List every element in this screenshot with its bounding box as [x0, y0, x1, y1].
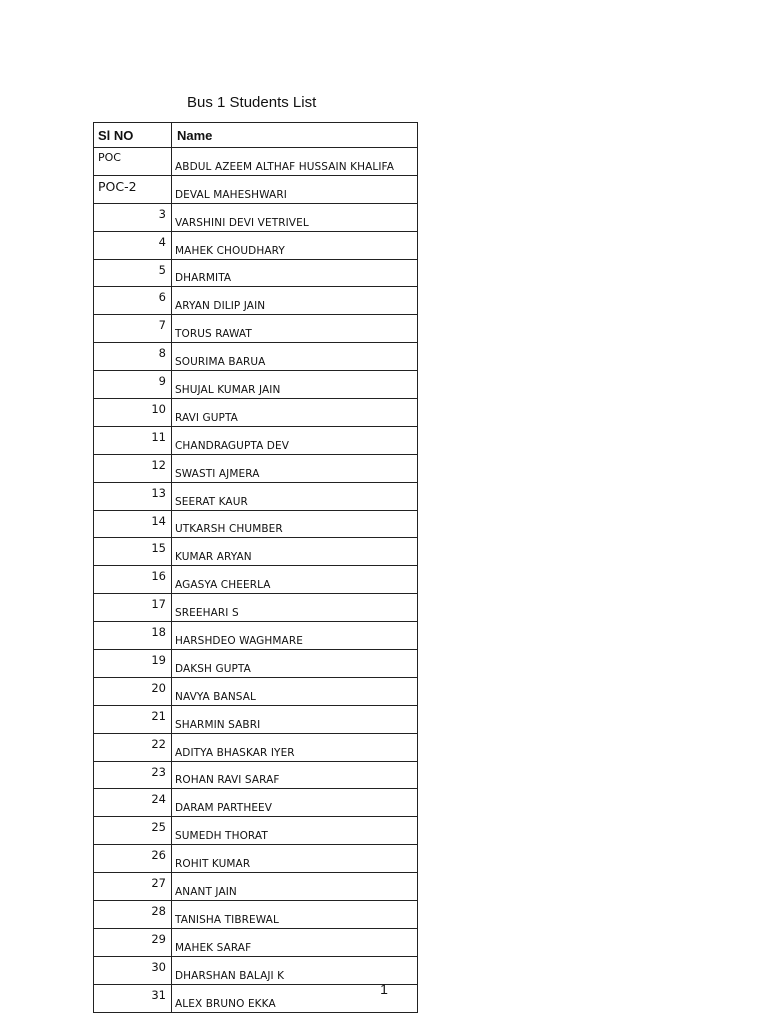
cell-student-name: SWASTI AJMERA — [172, 454, 418, 482]
cell-student-name: TORUS RAWAT — [172, 315, 418, 343]
cell-sl-no: 13 — [94, 482, 172, 510]
table-row — [94, 175, 418, 203]
cell-student-name: DAKSH GUPTA — [172, 650, 418, 678]
cell-student-name: RAVI GUPTA — [172, 399, 418, 427]
table-row — [94, 259, 418, 287]
cell-student-name: SHUJAL KUMAR JAIN — [172, 371, 418, 399]
header-name: Name — [172, 123, 418, 148]
table-row — [94, 510, 418, 538]
cell-student-name: CHANDRAGUPTA DEV — [172, 426, 418, 454]
table-row — [94, 566, 418, 594]
table-row — [94, 901, 418, 929]
cell-student-name: NAVYA BANSAL — [172, 677, 418, 705]
table-row — [94, 399, 418, 427]
cell-student-name: ROHIT KUMAR — [172, 845, 418, 873]
table-row — [94, 622, 418, 650]
cell-sl-no: POC-2 — [94, 175, 172, 203]
table-row — [94, 845, 418, 873]
cell-sl-no: 8 — [94, 343, 172, 371]
cell-sl-no: 7 — [94, 315, 172, 343]
cell-student-name: VARSHINI DEVI VETRIVEL — [172, 203, 418, 231]
cell-student-name: SUMEDH THORAT — [172, 817, 418, 845]
cell-sl-no: 30 — [94, 956, 172, 984]
cell-student-name: MAHEK CHOUDHARY — [172, 231, 418, 259]
cell-sl-no: 16 — [94, 566, 172, 594]
cell-student-name: DEVAL MAHESHWARI — [172, 175, 418, 203]
table-row — [94, 650, 418, 678]
table-row — [94, 231, 418, 259]
table-row — [94, 873, 418, 901]
cell-student-name: SHARMIN SABRI — [172, 705, 418, 733]
table-row — [94, 315, 418, 343]
table-row — [94, 287, 418, 315]
cell-student-name: HARSHDEO WAGHMARE — [172, 622, 418, 650]
cell-sl-no: 12 — [94, 454, 172, 482]
cell-sl-no: 23 — [94, 761, 172, 789]
cell-sl-no: 3 — [94, 203, 172, 231]
cell-sl-no: 18 — [94, 622, 172, 650]
cell-student-name: ADITYA BHASKAR IYER — [172, 733, 418, 761]
cell-student-name: TANISHA TIBREWAL — [172, 901, 418, 929]
cell-student-name: UTKARSH CHUMBER — [172, 510, 418, 538]
table-row — [94, 426, 418, 454]
table-row — [94, 343, 418, 371]
cell-student-name: ANANT JAIN — [172, 873, 418, 901]
cell-sl-no: 4 — [94, 231, 172, 259]
cell-student-name: DARAM PARTHEEV — [172, 789, 418, 817]
cell-sl-no: 11 — [94, 426, 172, 454]
cell-student-name: ROHAN RAVI SARAF — [172, 761, 418, 789]
cell-student-name: ARYAN DILIP JAIN — [172, 287, 418, 315]
cell-sl-no: 10 — [94, 399, 172, 427]
cell-sl-no: POC — [94, 148, 172, 176]
table-row — [94, 148, 418, 176]
cell-sl-no: 31 — [94, 984, 172, 1012]
table-row — [94, 817, 418, 845]
header-sl-no: Sl NO — [94, 123, 172, 148]
table-row — [94, 454, 418, 482]
document-title: Bus 1 Students List — [187, 94, 317, 111]
page-number: 1 — [380, 981, 388, 997]
cell-sl-no: 6 — [94, 287, 172, 315]
cell-sl-no: 15 — [94, 538, 172, 566]
cell-student-name: SREEHARI S — [172, 594, 418, 622]
cell-student-name: KUMAR ARYAN — [172, 538, 418, 566]
table-row — [94, 928, 418, 956]
cell-sl-no: 9 — [94, 371, 172, 399]
table-row — [94, 371, 418, 399]
table-row — [94, 594, 418, 622]
cell-sl-no: 19 — [94, 650, 172, 678]
cell-student-name: ABDUL AZEEM ALTHAF HUSSAIN KHALIFA — [172, 148, 418, 176]
cell-sl-no: 5 — [94, 259, 172, 287]
table-row — [94, 538, 418, 566]
cell-sl-no: 14 — [94, 510, 172, 538]
cell-sl-no: 29 — [94, 928, 172, 956]
table-row — [94, 789, 418, 817]
cell-sl-no: 25 — [94, 817, 172, 845]
cell-sl-no: 28 — [94, 901, 172, 929]
cell-student-name: MAHEK SARAF — [172, 928, 418, 956]
students-table — [93, 122, 418, 1013]
table-body — [94, 148, 418, 1013]
cell-student-name: SEERAT KAUR — [172, 482, 418, 510]
cell-sl-no: 26 — [94, 845, 172, 873]
cell-student-name: ALEX BRUNO EKKA — [172, 984, 418, 1012]
cell-sl-no: 17 — [94, 594, 172, 622]
table-row — [94, 203, 418, 231]
table-row — [94, 705, 418, 733]
table-row — [94, 761, 418, 789]
cell-sl-no: 20 — [94, 677, 172, 705]
table-row — [94, 482, 418, 510]
cell-sl-no: 21 — [94, 705, 172, 733]
cell-sl-no: 24 — [94, 789, 172, 817]
cell-sl-no: 27 — [94, 873, 172, 901]
cell-student-name: AGASYA CHEERLA — [172, 566, 418, 594]
table-row — [94, 733, 418, 761]
cell-student-name: DHARMITA — [172, 259, 418, 287]
cell-student-name: DHARSHAN BALAJI K — [172, 956, 418, 984]
table-header-row — [94, 123, 418, 148]
table-row — [94, 677, 418, 705]
cell-sl-no: 22 — [94, 733, 172, 761]
cell-student-name: SOURIMA BARUA — [172, 343, 418, 371]
